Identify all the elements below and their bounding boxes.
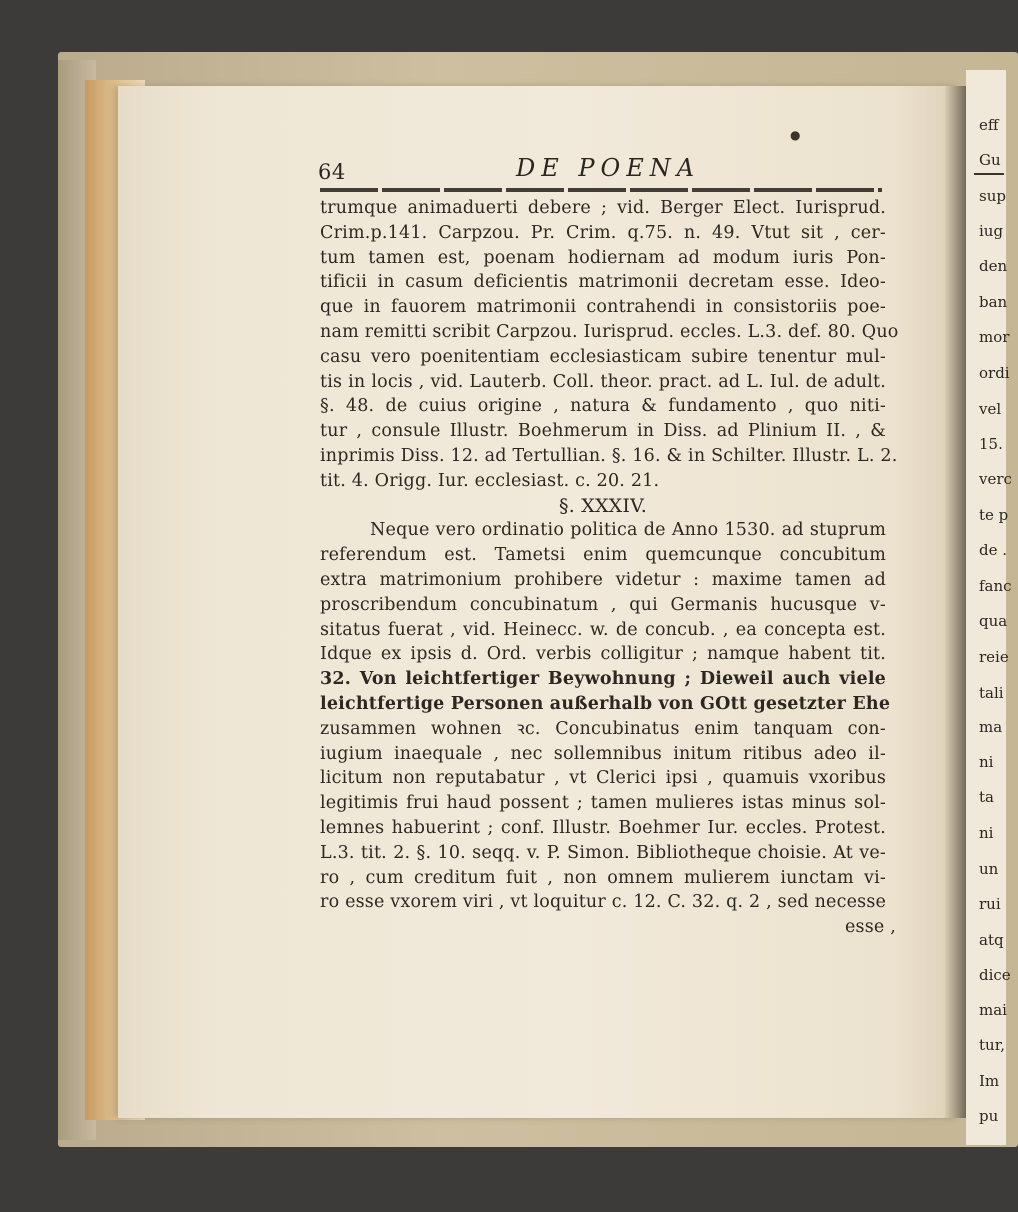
facing-page-text: rui bbox=[979, 895, 1001, 913]
text-line: Crim.p.141. Carpzou. Pr. Crim. q.75. n. 49. Vtut sit , cer- bbox=[320, 222, 886, 243]
text-line: sitatus fuerat , vid. Heinecc. w. de concub. , ea concepta est. bbox=[320, 619, 886, 640]
facing-page-text: tali bbox=[979, 684, 1004, 702]
text-line: tum tamen est, poenam hodiernam ad modum iuris Pon- bbox=[320, 247, 886, 268]
facing-page-text: un bbox=[979, 860, 999, 878]
facing-page-text: iug bbox=[979, 222, 1004, 240]
facing-page-text: te p bbox=[979, 506, 1009, 524]
text-line: tificii in casum deficientis matrimonii decretam esse. Ideo- bbox=[320, 272, 886, 293]
text-line: L.3. tit. 2. §. 10. seqq. v. P. Simon. Bibliotheque choisie. At ve- bbox=[320, 842, 886, 863]
text-line: casu vero poenitentiam ecclesiasticam subire tenentur mul- bbox=[320, 346, 886, 367]
text-line: tis in locis , vid. Lauterb. Coll. theor. pract. ad L. Iul. de adult. bbox=[320, 371, 886, 392]
text-line: licitum non reputabatur , vt Clerici ipsi , quamuis vxoribus bbox=[320, 768, 886, 789]
facing-page-text: reie bbox=[979, 648, 1009, 666]
facing-page-text: ma bbox=[979, 718, 1003, 736]
ink-speck: ● bbox=[790, 128, 801, 142]
text-line: referendum est. Tametsi enim quemcunque concubitum bbox=[320, 545, 886, 566]
facing-page-text: qua bbox=[979, 612, 1008, 630]
facing-page-text: mor bbox=[979, 328, 1010, 346]
text-line: zusammen wohnen ꝛc. Concubinatus enim tanquam con- bbox=[320, 718, 886, 739]
facing-page-text: ni bbox=[979, 753, 994, 771]
section-heading: §. XXXIV. bbox=[559, 494, 647, 517]
catchword-line: esse , bbox=[845, 917, 896, 938]
running-head: DE POENA bbox=[516, 154, 701, 182]
text-line: proscribendum concubinatum , qui Germanis hucusque v- bbox=[320, 594, 886, 615]
facing-page-text: atq bbox=[979, 931, 1004, 949]
text-line: iugium inaequale , nec sollemnibus initum ritibus adeo il- bbox=[320, 743, 886, 764]
header-rule bbox=[320, 188, 882, 192]
facing-page-text: verc bbox=[979, 470, 1012, 488]
text-line: trumque animaduerti debere ; vid. Berger Elect. Iurisprud. bbox=[320, 198, 886, 218]
body-text bbox=[320, 196, 900, 940]
facing-page-text: tur, bbox=[979, 1036, 1005, 1054]
fraktur-line: leichtfertige Personen außerhalb von GOtt gesetzter Ehe bbox=[320, 693, 891, 714]
facing-page-text: Im bbox=[979, 1072, 1000, 1090]
facing-page-text: sup bbox=[979, 187, 1006, 205]
text-line: tit. 4. Origg. Iur. ecclesiast. c. 20. 21. bbox=[320, 470, 660, 491]
facing-page-text: de . bbox=[979, 541, 1008, 559]
facing-page-rule bbox=[974, 173, 1004, 175]
page-header bbox=[318, 150, 888, 182]
text-line: inprimis Diss. 12. ad Tertullian. §. 16. & in Schilter. Illustr. L. 2. bbox=[320, 445, 898, 466]
facing-page-text: 15. bbox=[979, 435, 1003, 453]
text-line: nam remitti scribit Carpzou. Iurisprud. eccles. L.3. def. 80. Quo bbox=[320, 321, 899, 342]
text-line: Idque ex ipsis d. Ord. verbis colligitur ; namque habent tit. bbox=[320, 644, 886, 665]
text-line: ro esse vxorem viri , vt loquitur c. 12. C. 32. q. 2 , sed necesse bbox=[320, 892, 887, 913]
page-number: 64 bbox=[318, 160, 346, 184]
facing-page-text: dice bbox=[979, 966, 1011, 984]
facing-page-text: ni bbox=[979, 824, 994, 842]
facing-page-text: Gu bbox=[979, 151, 1001, 169]
text-line: §. 48. de cuius origine , natura & fundamento , quo niti- bbox=[320, 396, 886, 417]
facing-page-text: den bbox=[979, 257, 1008, 275]
text-line: ro , cum creditum fuit , non omnem mulierem iunctam vi- bbox=[320, 867, 886, 888]
facing-page-text: ta bbox=[979, 788, 994, 806]
facing-page-text: ordi bbox=[979, 364, 1010, 382]
facing-page-text: ban bbox=[979, 293, 1008, 311]
text-line: tur , consule Illustr. Boehmerum in Diss. ad Plinium II. , & bbox=[320, 421, 886, 442]
facing-page-text: vel bbox=[979, 400, 1002, 418]
text-line: que in fauorem matrimonii contrahendi in consistoriis poe- bbox=[320, 297, 886, 318]
text-line: extra matrimonium prohibere videtur : maxime tamen ad bbox=[320, 569, 886, 590]
text-line: Neque vero ordinatio politica de Anno 1530. ad stuprum bbox=[370, 520, 886, 541]
facing-page-text: eff bbox=[979, 116, 999, 134]
facing-page-text: fanc bbox=[979, 577, 1012, 595]
text-line: legitimis frui haud possent ; tamen mulieres istas minus sol- bbox=[320, 793, 886, 814]
book-gutter bbox=[945, 86, 967, 1118]
fraktur-line: 32. Von leichtfertiger Beywohnung ; Dieweil auch viele bbox=[320, 669, 886, 690]
facing-page-text: pu bbox=[979, 1107, 999, 1125]
facing-page-fragment bbox=[966, 70, 1012, 1145]
text-line: lemnes habuerint ; conf. Illustr. Boehmer Iur. eccles. Protest. bbox=[320, 817, 886, 838]
facing-page-text: mai bbox=[979, 1001, 1007, 1019]
